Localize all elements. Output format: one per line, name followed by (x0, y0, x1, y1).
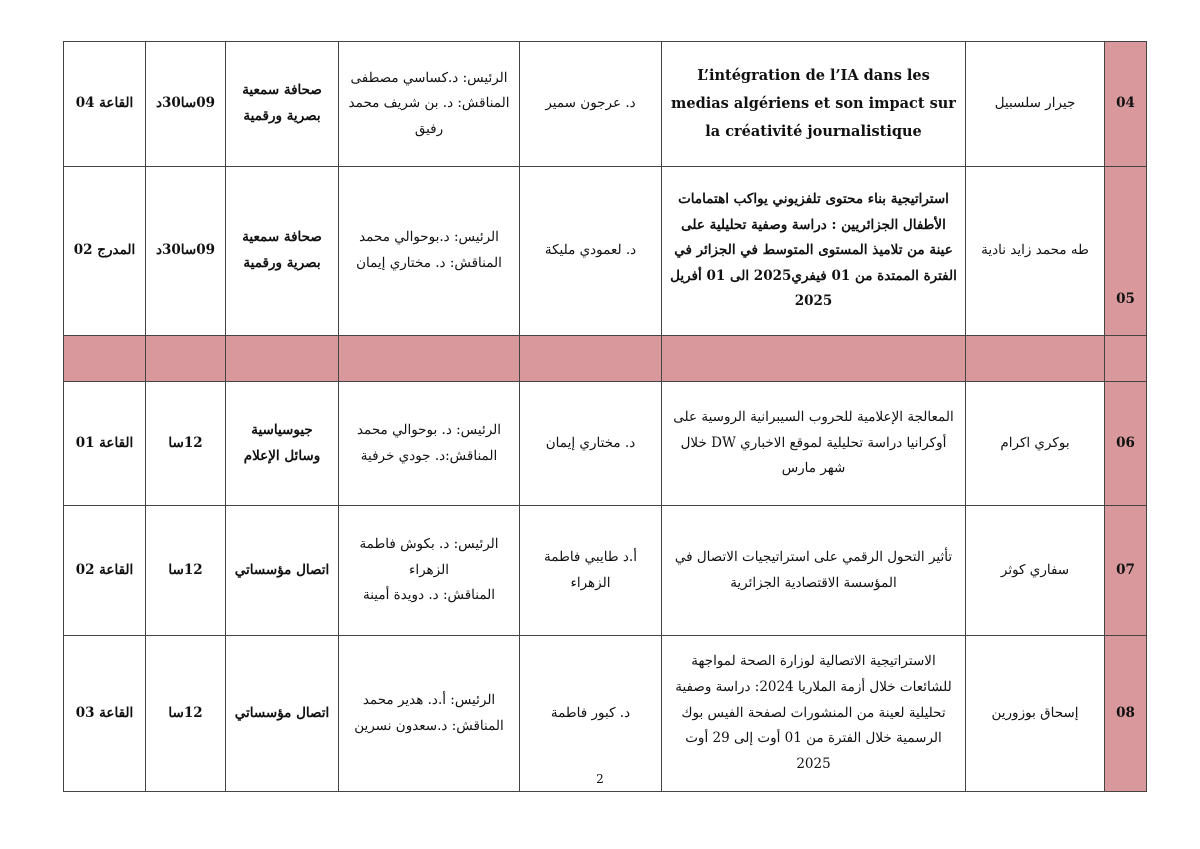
jury-cell (339, 42, 520, 167)
jury-cell (339, 382, 520, 506)
separator-cell (339, 336, 520, 382)
jury-president: الرئيس: د.بوحوالي محمد (359, 229, 499, 246)
jury-cell (339, 506, 520, 636)
row-number-cell: 06 (1105, 382, 1147, 506)
jury-examiner: المناقش:د. جودي خرفية (360, 447, 498, 464)
time-cell: 09سا30د (146, 167, 226, 336)
row-number-cell: 08 (1105, 636, 1147, 792)
jury-president: الرئيس: د. بكوش فاطمة الزهراء (359, 536, 499, 578)
thesis-title-cell: المعالجة الإعلامية للحروب السيبرانية الروسية على أوكرانيا دراسة تحليلية لموقع الاخباري DW خلال شهر مارس (662, 382, 966, 506)
time-cell: 12سا (146, 506, 226, 636)
row-number-cell: 05 (1105, 167, 1147, 336)
separator-cell (966, 336, 1105, 382)
page-number: 2 (596, 772, 604, 786)
separator-cell (662, 336, 966, 382)
jury-president: الرئيس: أ.د. هدير محمد (362, 691, 496, 708)
separator-cell (146, 336, 226, 382)
student-cell: إسحاق بوزورين (966, 636, 1105, 792)
room-cell: القاعة 03 (64, 636, 146, 792)
jury-cell (339, 167, 520, 336)
jury-president: الرئيس: د.كساسي مصطفى (350, 69, 508, 86)
supervisor-cell: د. لعمودي مليكة (520, 167, 662, 336)
supervisor-cell: أ.د طايبي فاطمة الزهراء (520, 506, 662, 636)
time-cell: 09سا30د (146, 42, 226, 167)
separator-cell (226, 336, 339, 382)
separator-cell (1105, 336, 1147, 382)
supervisor-cell: د. كبور فاطمة (520, 636, 662, 792)
jury-president: الرئيس: د. بوحوالي محمد (356, 421, 502, 438)
supervisor-cell: د. مختاري إيمان (520, 382, 662, 506)
thesis-title-cell: استراتيجية بناء محتوى تلفزيوني يواكب اهتمامات الأطفال الجزائريين : دراسة وصفية تحليلية على عينة من تلاميذ المستوى المتوسط في الجزائر في الفترة الممتدة من 01 فيفري2025 الى 01 أفريل 2025 (662, 167, 966, 336)
jury-cell (339, 636, 520, 792)
jury-examiner: المناقش: د. دويدة أمينة (362, 587, 496, 604)
separator-row (64, 336, 1147, 382)
time-cell: 12سا (146, 636, 226, 792)
jury-examiner: المناقش: د. بن شريف محمد رفيق (348, 95, 510, 137)
specialty-cell: اتصال مؤسساتي (226, 506, 339, 636)
thesis-title-cell: الاستراتيجية الاتصالية لوزارة الصحة لمواجهة للشائعات خلال أزمة الملاريا 2024: دراسة وصفية تحليلية لعينة من المنشورات لصفحة الفيس بوك الرسمية خلال الفترة من 01 أوت إلى 29 أوت 2025 (662, 636, 966, 792)
student-cell: جيرار سلسبيل (966, 42, 1105, 167)
time-cell: 12سا (146, 382, 226, 506)
separator-cell (64, 336, 146, 382)
table-row (64, 636, 1147, 792)
supervisor-cell: د. عرجون سمير (520, 42, 662, 167)
room-cell: القاعة 04 (64, 42, 146, 167)
specialty-cell: صحافة سمعية بصرية ورقمية (226, 167, 339, 336)
specialty-cell: صحافة سمعية بصرية ورقمية (226, 42, 339, 167)
separator-cell (520, 336, 662, 382)
specialty-cell: جيوسياسية وسائل الإعلام (226, 382, 339, 506)
row-number-cell: 04 (1105, 42, 1147, 167)
room-cell: القاعة 02 (64, 506, 146, 636)
student-cell: طه محمد زايد نادية (966, 167, 1105, 336)
thesis-title-cell: L’intégration de l’IA dans les medias algériens et son impact sur la créativité journalistique (662, 42, 966, 167)
table-row (64, 42, 1147, 167)
table-row (64, 167, 1147, 336)
row-number-cell: 07 (1105, 506, 1147, 636)
room-cell: المدرج 02 (64, 167, 146, 336)
student-cell: بوكري اكرام (966, 382, 1105, 506)
table-row (64, 506, 1147, 636)
thesis-title-cell: تأثير التحول الرقمي على استراتيجيات الاتصال في المؤسسة الاقتصادية الجزائرية (662, 506, 966, 636)
table-row (64, 382, 1147, 506)
room-cell: القاعة 01 (64, 382, 146, 506)
student-cell: سفاري كوثر (966, 506, 1105, 636)
specialty-cell: اتصال مؤسساتي (226, 636, 339, 792)
jury-examiner: المناقش: د. مختاري إيمان (356, 255, 502, 271)
jury-examiner: المناقش: د.سعدون نسرين (354, 717, 504, 734)
defense-schedule-table (63, 41, 1147, 792)
